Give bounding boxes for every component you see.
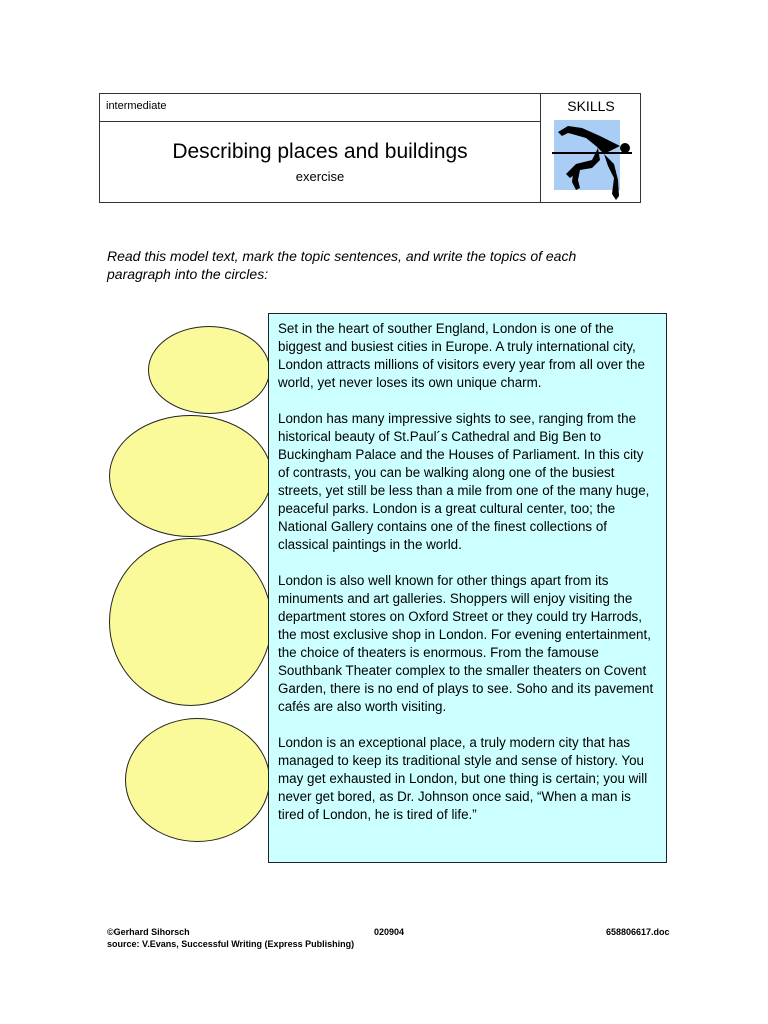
footer-left <box>107 926 354 950</box>
footer-filename: 658806617.doc <box>606 927 670 937</box>
instruction-text: Read this model text, mark the topic sentences, and write the topics of each paragraph into the circles: <box>107 248 577 282</box>
paragraph-1: Set in the heart of souther England, London is one of the biggest and busiest cities in Europe. A truly international city, London attracts millions of visitors every year from all over the world, yet never loses its own unique charm. <box>278 321 645 390</box>
level-label: intermediate <box>106 100 167 112</box>
header-divider <box>100 121 540 122</box>
model-text-box <box>268 313 667 863</box>
topic-circle-2[interactable] <box>109 415 272 537</box>
topic-circle-1[interactable] <box>148 326 270 414</box>
paragraph-4: London is an exceptional place, a truly modern city that has managed to keep its traditional style and sense of history. You may get exhausted in London, but one thing is certain; you will never get bored, as Dr. Johnson once said, “When a man is tired of London, he is tired of life.” <box>278 735 648 822</box>
page-subtitle: exercise <box>295 169 345 184</box>
paragraph-3: London is also well known for other things apart from its minuments and art galleries. Shoppers will enjoy visiting the department stores on Oxford Street or they could try Harrods, the most exclusive shop in London. For evening entertainment, the choice of theaters is enormous. From the famouse Southbank Theater complex to the smaller theaters on Covent Garden, there is no end of plays to see. Soho and its pavement cafés are also worth visiting. <box>278 573 654 714</box>
paragraph-2: London has many impressive sights to see, ranging from the historical beauty of St.Paul´s Cathedral and Big Ben to Buckingham Palace and the Houses of Parliament. In this city of contrasts, you can be walking along one of the busiest streets, yet still be less than a mile from one of the many huge, peaceful parks. London is a great cultural center, too; the National Gallery contains one of the finest collections of classical paintings in the world. <box>278 411 650 552</box>
page-title: Describing places and buildings <box>172 140 468 163</box>
footer-copyright: ©Gerhard Sihorsch <box>107 927 190 937</box>
footer-code: 020904 <box>374 927 405 937</box>
footer-source: source: V.Evans, Successful Writing (Express Publishing) <box>107 939 355 949</box>
skills-label: SKILLS <box>567 98 615 114</box>
topic-circle-3[interactable] <box>109 538 272 706</box>
worksheet-header <box>99 93 641 203</box>
high-jump-icon <box>552 120 632 202</box>
topic-circle-4[interactable] <box>125 718 270 842</box>
